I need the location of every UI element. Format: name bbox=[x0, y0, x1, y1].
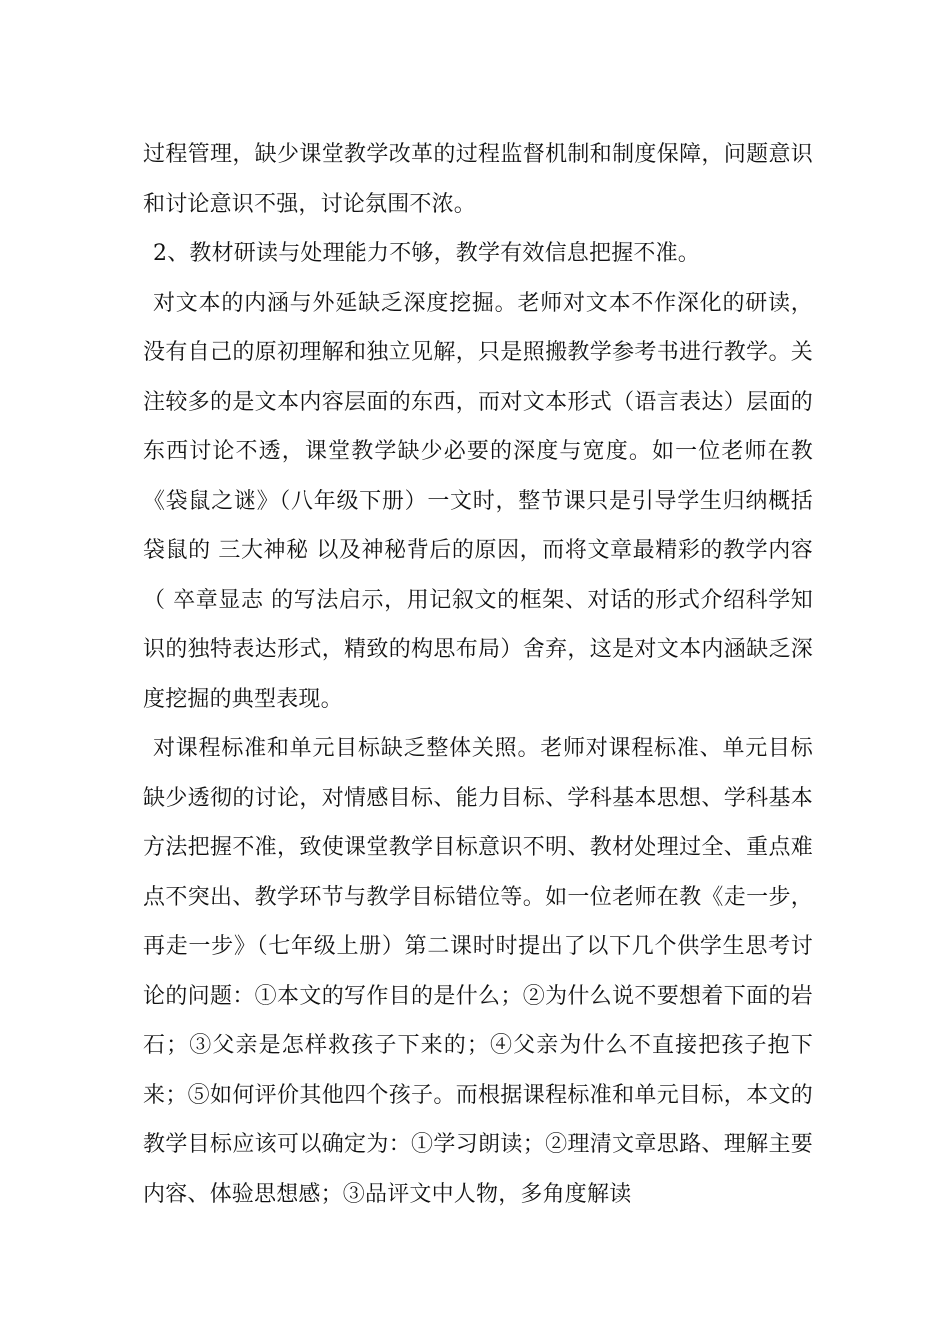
paragraph-text-depth: 对文本的内涵与外延缺乏深度挖掘。老师对文本不作深化的研读，没有自己的原初理解和独立见解，只是照搬教学参考书进行教学。关注较多的是文本内容层面的东西，而对文本形式（语言表达）层面的东西讨论不透，课堂教学缺少必要的深度与宽度。如一位老师在教《袋鼠之谜》（八年级下册）一文时，整节课只是引导学生归纳概括袋鼠的 三大神秘 以及神秘背后的原因，而将文章最精彩的教学内容（ 卒章显志 的写法启示，用记叙文的框架、对话的形式介绍科学知识的独特表达形式，精致的构思布局）舍弃，这是对文本内涵缺乏深度挖掘的典型表现。 bbox=[143, 290, 813, 712]
paragraph-heading-2: 2、教材研读与处理能力不够，教学有效信息把握不准。 bbox=[153, 241, 700, 266]
paragraph-process-management: 过程管理，缺少课堂教学改革的过程监督机制和制度保障，问题意识和讨论意识不强，讨论氛围不浓。 bbox=[143, 142, 813, 217]
paragraph-curriculum-standards: 对课程标准和单元目标缺乏整体关照。老师对课程标准、单元目标缺少透彻的讨论，对情感目标、能力目标、学科基本思想、学科基本方法把握不准，致使课堂教学目标意识不明、教材处理过全、重点难点不突出、教学环节与教学目标错位等。如一位老师在教《走一步，再走一步》（七年级上册）第二课时时提出了以下几个供学生思考讨论的问题：①本文的写作目的是什么；②为什么说不要想着下面的岩石；③父亲是怎样救孩子下来的；④父亲为什么不直接把孩子抱下来；⑤如何评价其他四个孩子。而根据课程标准和单元目标，本文的教学目标应该可以确定为：①学习朗读；②理清文章思路、理解主要内容、体验思想感；③品评文中人物，多角度解读 bbox=[143, 736, 813, 1207]
document-body bbox=[143, 130, 813, 1219]
